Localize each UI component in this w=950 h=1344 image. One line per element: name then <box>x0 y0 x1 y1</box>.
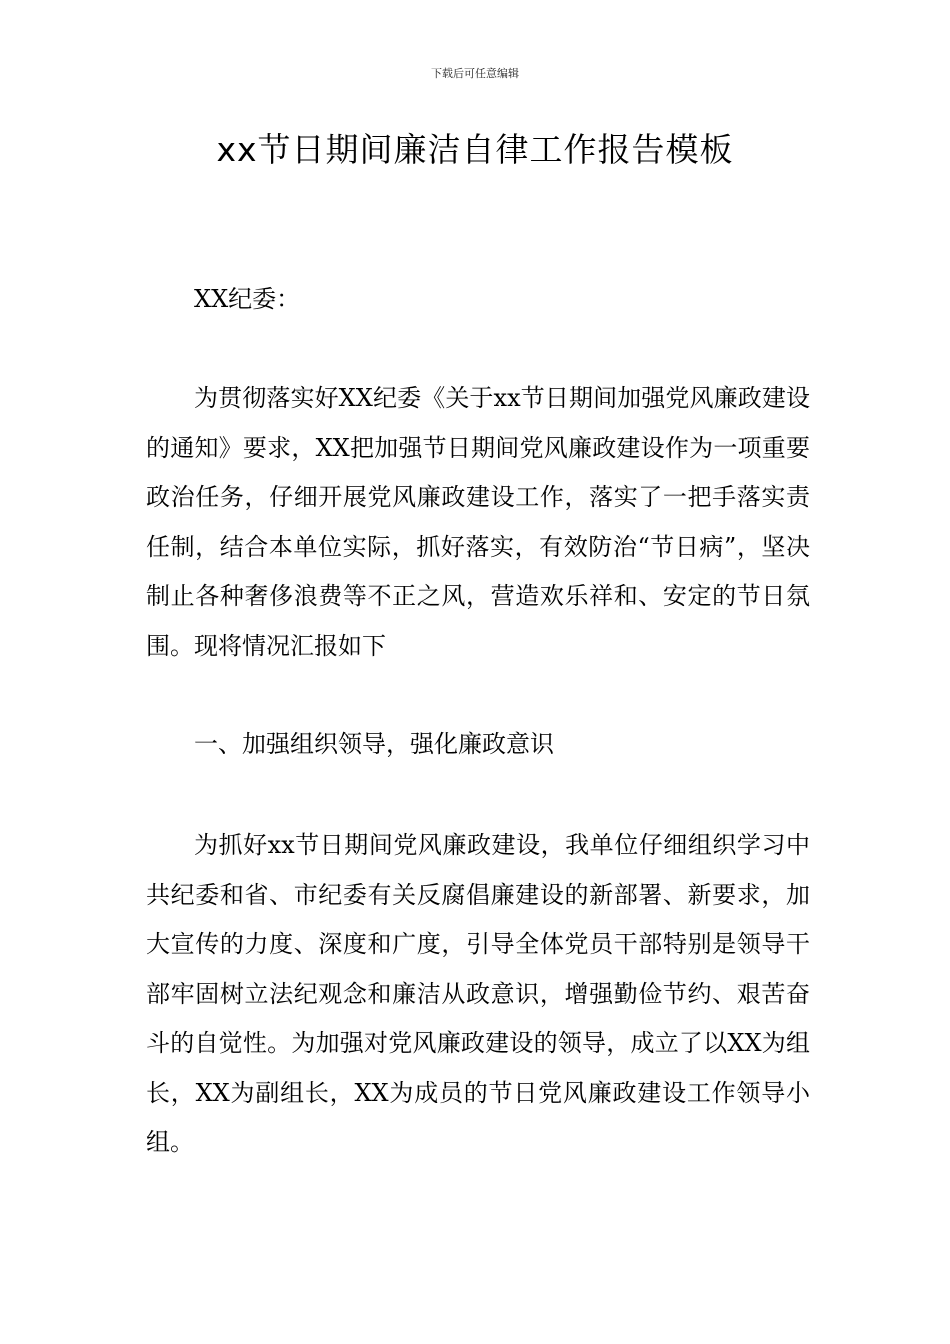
header-note: 下载后可任意编辑 <box>431 67 519 80</box>
salutation: XX纪委： <box>194 285 301 313</box>
document-title: xx节日期间廉洁自律工作报告模板 <box>216 130 734 169</box>
paragraph-intro: 为贯彻落实好XX纪委《关于xx节日期间加强党风廉政建设的通知》要求，XX把加强节日期间党风廉政建设作为一项重要政治任务，仔细开展党风廉政建设工作，落实了一把手落实责任制，结合本单位实际，抓好落实，有效防治“节日病”，坚决制止各种奢侈浪费等不正之风，营造欢乐祥和、安定的节日氛围。现将情况汇报如下 <box>146 384 810 660</box>
paragraph-section-1: 为抓好xx节日期间党风廉政建设，我单位仔细组织学习中共纪委和省、市纪委有关反腐倡廉建设的新部署、新要求，加大宣传的力度、深度和广度，引导全体党员干部特别是领导干部牢固树立法纪观念和廉洁从政意识，增强勤俭节约、艰苦奋斗的自觉性。为加强对党风廉政建设的领导，成立了以XX为组长，XX为副组长，XX为成员的节日党风廉政建设工作领导小组。 <box>146 831 810 1156</box>
section-heading: 一、加强组织领导，强化廉政意识 <box>194 730 554 758</box>
